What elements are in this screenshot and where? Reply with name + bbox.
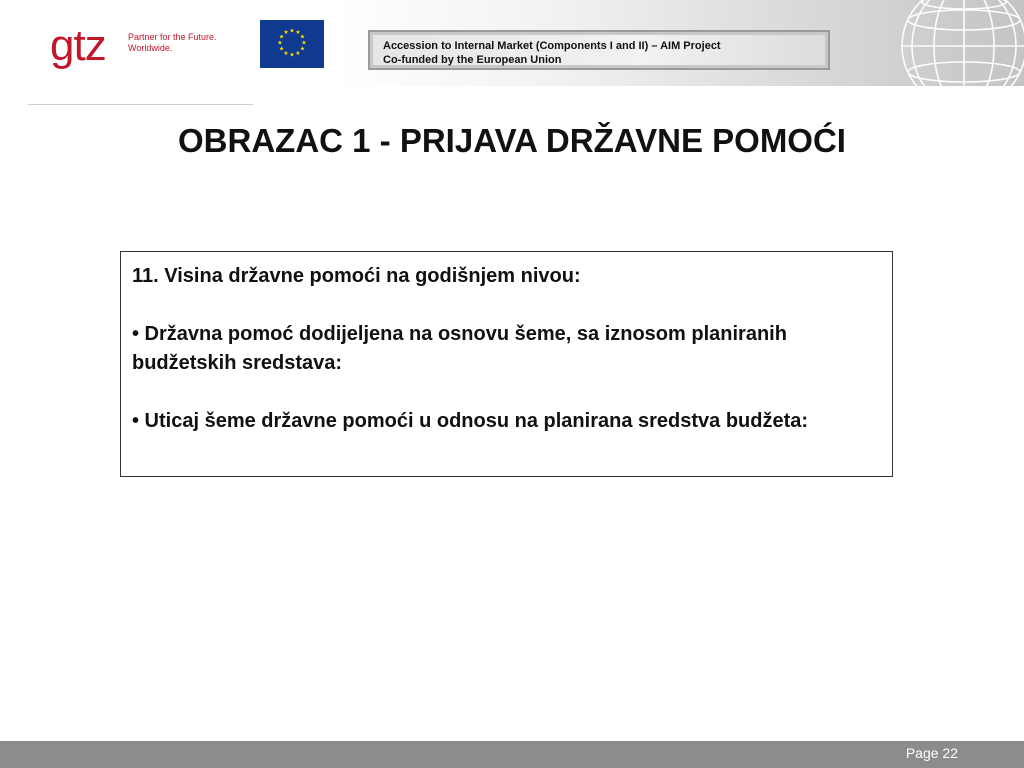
box-heading: 11. Visina državne pomoći na godišnjem nivou:: [132, 265, 581, 287]
svg-text:★: ★: [289, 51, 295, 59]
gtz-tagline-line2: Worldwide.: [128, 43, 173, 53]
svg-text:★: ★: [295, 49, 301, 57]
svg-text:★: ★: [277, 39, 283, 47]
box-bullet-2: • Uticaj šeme državne pomoći u odnosu na planirana sredstva budžeta:: [132, 410, 809, 432]
svg-text:★: ★: [301, 39, 307, 47]
svg-text:★: ★: [299, 33, 306, 41]
page-number: Page 22: [905, 745, 958, 761]
gtz-logo: [50, 21, 240, 76]
gtz-wordmark: gtz: [50, 21, 106, 70]
header-bar: [0, 0, 1024, 86]
svg-text:★: ★: [278, 33, 285, 41]
slide-title: OBRAZAC 1 - PRIJAVA DRŽAVNE POMOĆI: [178, 122, 846, 159]
svg-text:★: ★: [283, 29, 289, 37]
project-banner: [368, 30, 830, 70]
svg-text:★: ★: [295, 29, 301, 37]
box-bullet-1: • Državna pomoć dodijeljena na osnovu šeme, sa iznosom planiranih budžetskih sredstava:: [132, 323, 787, 374]
globe-icon: [894, 0, 1024, 86]
svg-text:★: ★: [278, 45, 285, 53]
banner-line2: Co-funded by the European Union: [383, 54, 562, 66]
footer-bar: [0, 741, 1024, 768]
header-divider: [28, 104, 253, 105]
gtz-tagline-line1: Partner for the Future.: [128, 32, 217, 42]
banner-line1: Accession to Internal Market (Components I and II) – AIM Project: [383, 40, 721, 52]
svg-text:★: ★: [289, 27, 295, 35]
svg-text:★: ★: [299, 45, 306, 53]
svg-text:★: ★: [283, 49, 289, 57]
gtz-tagline: [128, 32, 217, 54]
eu-flag-icon: [260, 20, 324, 68]
content-box: [120, 251, 893, 477]
